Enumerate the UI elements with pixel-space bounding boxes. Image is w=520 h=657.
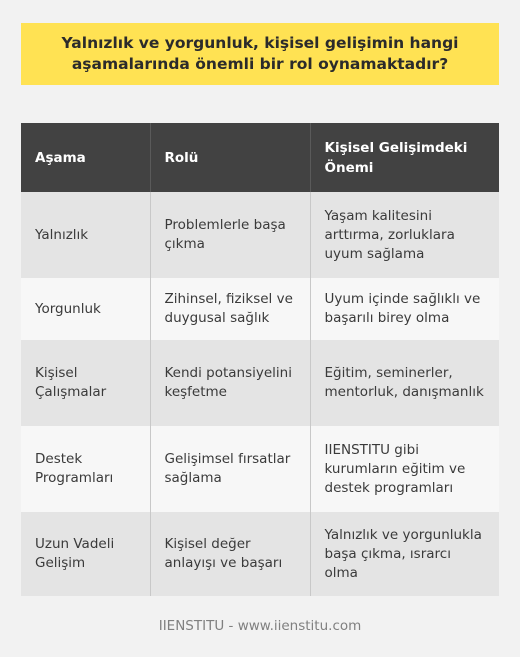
- cell-role: Problemlerle başa çıkma: [150, 192, 310, 278]
- cell-stage: Yorgunluk: [35, 300, 101, 317]
- cell-importance: Yaşam kalitesini arttırma, zorluklara uyum sağlama: [310, 192, 499, 278]
- cell-role: Kendi potansiyelini keşfetme: [150, 340, 310, 426]
- footer-credit: IIENSTITU - www.iienstitu.com: [158, 618, 362, 634]
- cell-role: Gelişimsel fırsatlar sağlama: [150, 426, 310, 512]
- cell-stage: Kişisel Çalışmalar: [35, 365, 107, 400]
- header-role: Rolü: [150, 123, 310, 192]
- cell-importance: Uyum içinde sağlıklı ve başarılı birey olma: [310, 278, 499, 340]
- cell-role: Kişisel değer anlayışı ve başarı: [150, 512, 310, 596]
- cell-role: Zihinsel, fiziksel ve duygusal sağlık: [150, 278, 310, 340]
- cell-importance: Eğitim, seminerler, mentorluk, danışmanlık: [310, 340, 499, 426]
- title-banner: [21, 23, 499, 85]
- cell-importance: Yalnızlık ve yorgunlukla başa çıkma, ısrarcı olma: [310, 512, 499, 596]
- info-table: [21, 123, 499, 596]
- table-row: [21, 192, 499, 278]
- table-row: [21, 426, 499, 512]
- page-title: Yalnızlık ve yorgunluk, kişisel gelişimin hangi aşamalarında önemli bir rol oynamaktadır?: [61, 34, 459, 73]
- table-row: [21, 340, 499, 426]
- header-importance: Kişisel Gelişimdeki Önemi: [310, 123, 499, 192]
- table-row: [21, 512, 499, 596]
- cell-stage: Uzun Vadeli Gelişim: [35, 536, 115, 571]
- cell-stage: Yalnızlık: [35, 226, 89, 243]
- table-header-row: [21, 123, 499, 192]
- header-stage: Aşama: [35, 149, 86, 166]
- table-row: [21, 278, 499, 340]
- cell-stage: Destek Programları: [35, 451, 114, 486]
- cell-importance: IIENSTITU gibi kurumların eğitim ve destek programları: [310, 426, 499, 512]
